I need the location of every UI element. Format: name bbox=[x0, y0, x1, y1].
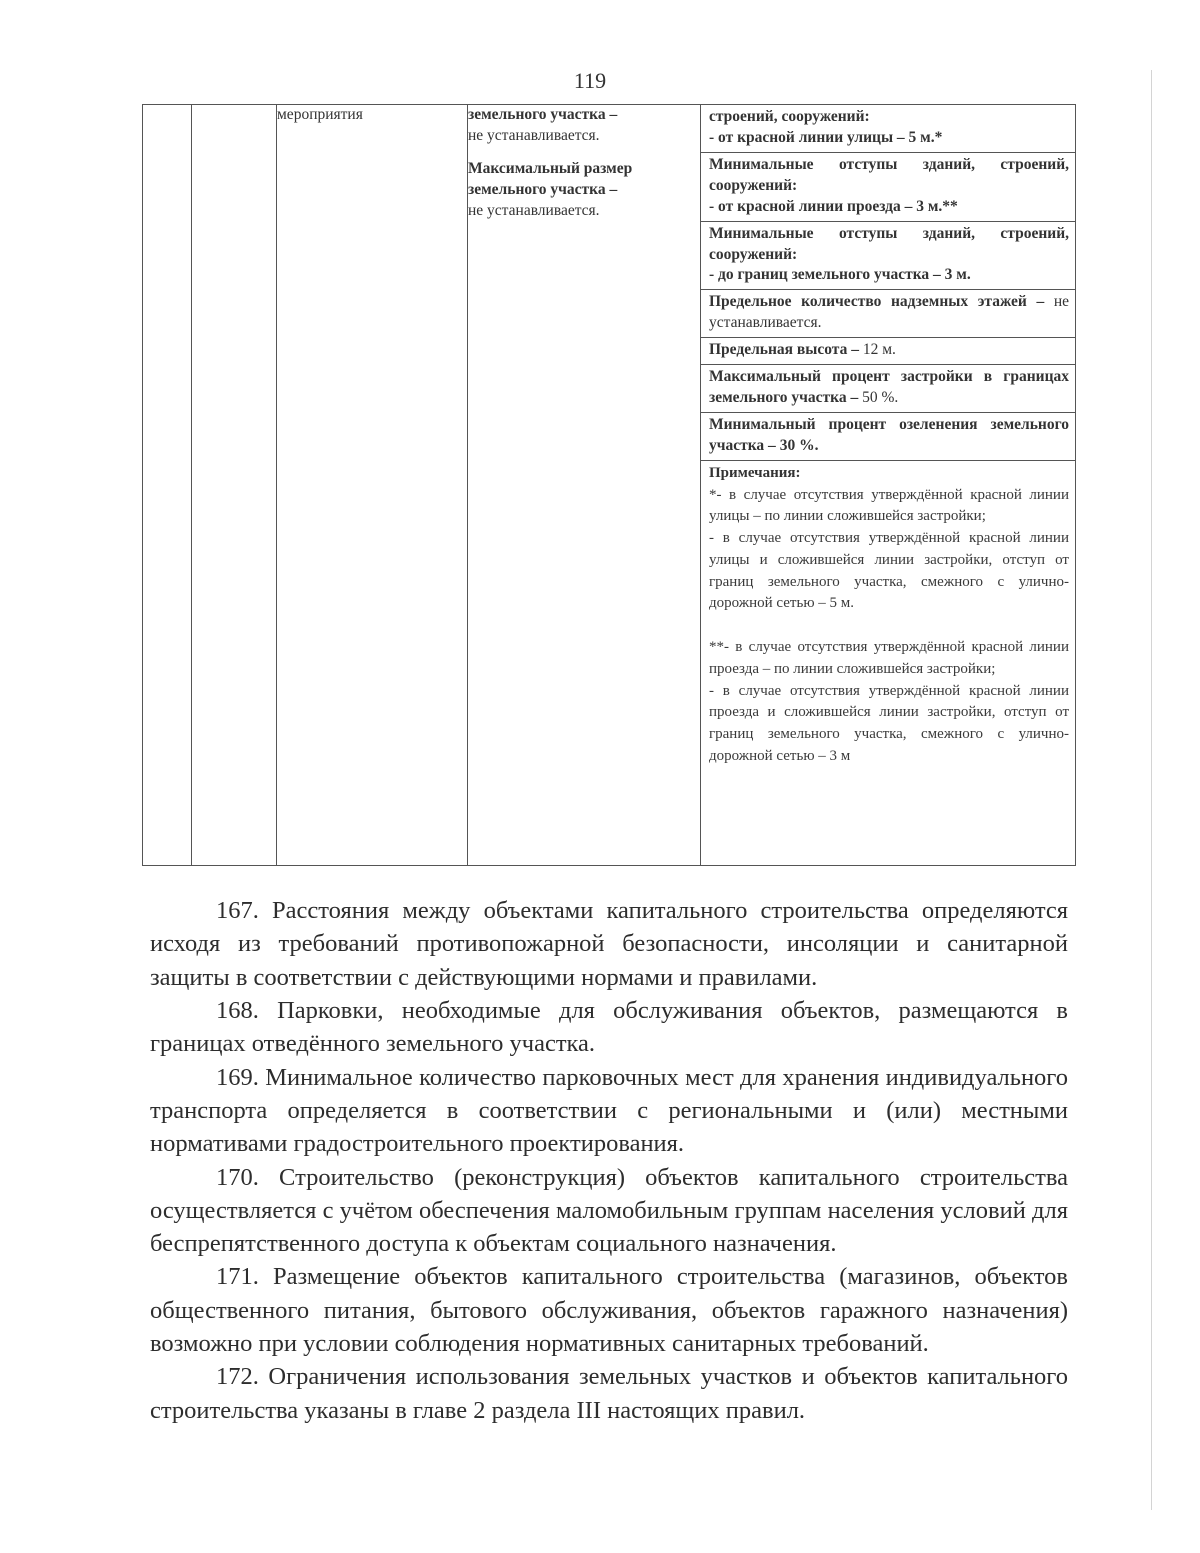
event-label: мероприятия bbox=[277, 106, 363, 123]
notes-gap bbox=[709, 615, 1069, 637]
max-plot-size bbox=[468, 159, 700, 222]
param-label: Предельное количество надземных этажей – bbox=[709, 293, 1045, 311]
notes-block bbox=[701, 461, 1075, 772]
param-value: не устанавливается. bbox=[709, 293, 1070, 332]
page-number: 119 bbox=[573, 68, 607, 93]
paragraph-170: 170. Строительство (реконструкция) объектов капитального строительства осуществляется с учётом обеспечения маломобильным группам населения условий для беспрепятственного доступа к объектам социального назначения. bbox=[150, 1163, 1068, 1258]
table-cell-empty-2 bbox=[192, 105, 277, 866]
body-paragraphs bbox=[150, 894, 1068, 1427]
param-value: 30 %. bbox=[779, 436, 819, 454]
param-label: строений, сооружений: bbox=[709, 108, 870, 125]
min-plot-size-line1: земельного участка – bbox=[468, 106, 618, 123]
param-label: Предельная высота – bbox=[709, 341, 859, 359]
table-cell-empty-1 bbox=[143, 105, 192, 866]
param-label: Минимальные отступы зданий, строений, сооружений: bbox=[709, 224, 1069, 263]
paragraph-172: 172. Ограничения использования земельных участков и объектов капитального строительства указаны в главе 2 раздела III настоящих правил. bbox=[150, 1363, 1068, 1424]
table-cell-plot-sizes bbox=[468, 105, 701, 866]
paragraph-168: 168. Парковки, необходимые для обслуживания объектов, размещаются в границах отведённого земельного участка. bbox=[150, 996, 1068, 1058]
zoning-table bbox=[142, 104, 1076, 866]
param-setback-street bbox=[701, 105, 1075, 153]
table-cell-parameters bbox=[701, 105, 1076, 866]
param-max-height bbox=[701, 338, 1075, 365]
min-plot-size bbox=[468, 105, 700, 147]
note-4: - в случае отсутствия утверждённой красной линии проезда и сложившейся линии застройки, отступ от границ земельного участка, смежного с улично-дорожной сетью – 3 м bbox=[709, 682, 1069, 764]
param-value: - от красной линии проезда – 3 м.** bbox=[709, 197, 958, 215]
param-value: 12 м. bbox=[862, 341, 896, 359]
scan-margin-line bbox=[1151, 70, 1152, 1510]
param-label: Максимальный процент застройки в границах земельного участка – bbox=[709, 368, 1069, 407]
note-3: **- в случае отсутствия утверждённой красной линии проезда – по линии сложившейся застройки; bbox=[709, 639, 1069, 677]
param-value: - до границ земельного участка – 3 м. bbox=[709, 266, 971, 284]
param-label: Минимальный процент озеленения земельного участка – bbox=[709, 415, 1069, 454]
param-label: Минимальные отступы зданий, строений, сооружений: bbox=[709, 155, 1069, 194]
param-setback-driveway bbox=[701, 153, 1075, 222]
param-min-greenery bbox=[701, 413, 1075, 461]
param-value: - от красной линии улицы – 5 м.* bbox=[709, 128, 943, 146]
paragraph-169: 169. Минимальное количество парковочных мест для хранения индивидуального транспорта определяется в соответствии с региональными и (или) местными нормативами градостроительного проектирования. bbox=[150, 1063, 1068, 1158]
param-max-coverage bbox=[701, 365, 1075, 413]
note-1: *- в случае отсутствия утверждённой красной линии улицы – по линии сложившейся застройки; bbox=[709, 486, 1069, 525]
paragraph-171: 171. Размещение объектов капитального строительства (магазинов, объектов общественного питания, бытового обслуживания, объектов гаражного назначения) возможно при условии соблюдения нормативных санитарных требований. bbox=[150, 1263, 1068, 1358]
paragraph-167: 167. Расстояния между объектами капитального строительства определяются исходя из требований противопожарной безопасности, инсоляции и санитарной защиты в соответствии с действующими нормами и правилами. bbox=[150, 897, 1068, 991]
max-plot-size-label: Максимальный размер земельного участка – bbox=[468, 159, 633, 198]
table-cell-event bbox=[277, 105, 468, 866]
note-2: - в случае отсутствия утверждённой красной линии улицы и сложившейся линии застройки, отступ от границ земельного участка, смежного с улично-дорожной сетью – 5 м. bbox=[709, 530, 1069, 612]
notes-title: Примечания: bbox=[709, 464, 801, 481]
param-setback-boundary bbox=[701, 222, 1075, 291]
min-plot-size-line2: не устанавливается. bbox=[468, 126, 600, 144]
param-max-floors bbox=[701, 290, 1075, 338]
max-plot-size-value: не устанавливается. bbox=[468, 201, 600, 219]
param-value: 50 %. bbox=[862, 389, 899, 407]
